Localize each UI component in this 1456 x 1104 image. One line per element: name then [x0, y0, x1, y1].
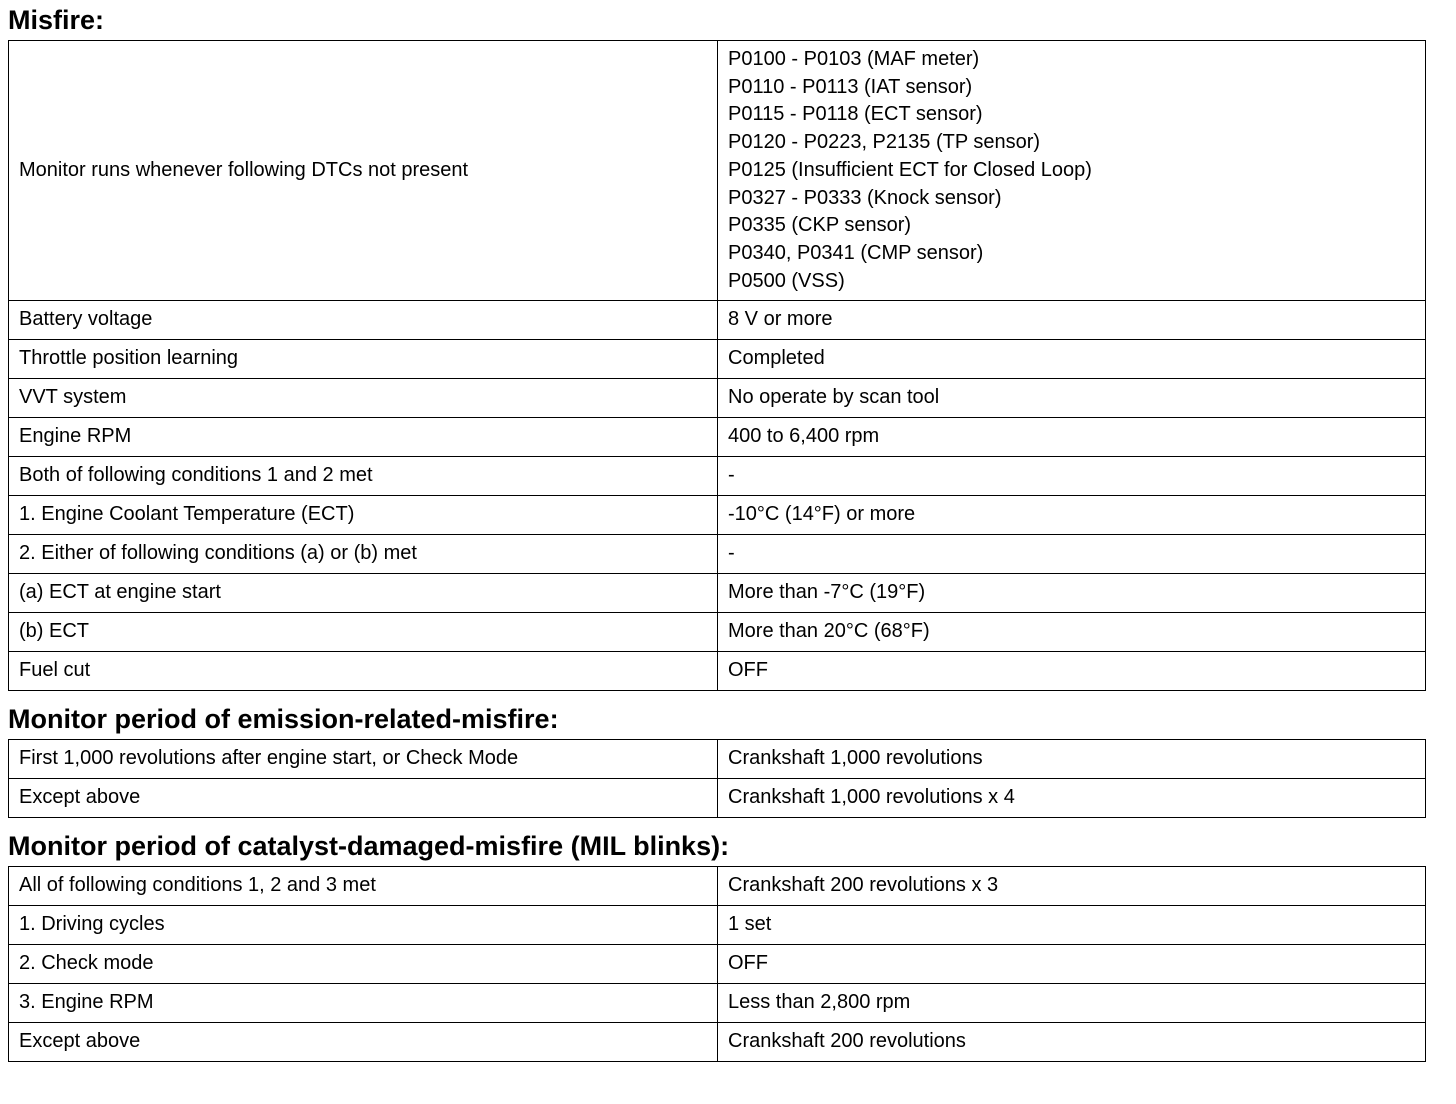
- document-page: [8, 0, 1426, 1062]
- condition-label: (a) ECT at engine start: [9, 574, 718, 613]
- condition-value: Less than 2,800 rpm: [718, 984, 1426, 1023]
- dtc-item: P0327 - P0333 (Knock sensor): [728, 186, 1002, 209]
- table-row: [9, 418, 1426, 457]
- misfire-conditions-table: [8, 40, 1426, 691]
- condition-value: 1 set: [718, 906, 1426, 945]
- condition-value: More than -7°C (19°F): [718, 574, 1426, 613]
- table-row: [9, 984, 1426, 1023]
- dtc-item: P0100 - P0103 (MAF meter): [728, 48, 980, 70]
- condition-value: Crankshaft 200 revolutions: [718, 1023, 1426, 1062]
- table-row: [9, 301, 1426, 340]
- dtc-item: P0110 - P0113 (IAT sensor): [728, 75, 973, 98]
- dtc-item: P0120 - P0223, P2135 (TP sensor): [728, 131, 1041, 154]
- table-row: [9, 535, 1426, 574]
- condition-label: VVT system: [9, 379, 718, 418]
- emission-misfire-table: [8, 739, 1426, 818]
- dtc-item: P0340, P0341 (CMP sensor): [728, 241, 984, 264]
- condition-value: No operate by scan tool: [718, 379, 1426, 418]
- table-row: [9, 457, 1426, 496]
- condition-value: -10°C (14°F) or more: [718, 496, 1426, 535]
- condition-value: -: [718, 535, 1426, 574]
- condition-label: Monitor runs whenever following DTCs not present: [9, 41, 718, 301]
- table-row: [9, 740, 1426, 779]
- table-row: [9, 779, 1426, 818]
- condition-label: Except above: [9, 779, 718, 818]
- table-row: [9, 340, 1426, 379]
- table-row: [9, 41, 1426, 301]
- condition-value: More than 20°C (68°F): [718, 613, 1426, 652]
- condition-label: 3. Engine RPM: [9, 984, 718, 1023]
- condition-label: All of following conditions 1, 2 and 3 met: [9, 867, 718, 906]
- table-row: [9, 496, 1426, 535]
- condition-value: Crankshaft 1,000 revolutions: [718, 740, 1426, 779]
- dtc-item: P0115 - P0118 (ECT sensor): [728, 103, 983, 126]
- condition-label: 1. Driving cycles: [9, 906, 718, 945]
- condition-label: Both of following conditions 1 and 2 met: [9, 457, 718, 496]
- condition-value: Completed: [718, 340, 1426, 379]
- condition-label: Engine RPM: [9, 418, 718, 457]
- condition-value: OFF: [718, 652, 1426, 691]
- table-row: [9, 652, 1426, 691]
- section-title-misfire: Misfire:: [8, 5, 105, 35]
- condition-label: Fuel cut: [9, 652, 718, 691]
- condition-label: 1. Engine Coolant Temperature (ECT): [9, 496, 718, 535]
- condition-value: Crankshaft 1,000 revolutions x 4: [718, 779, 1426, 818]
- dtc-list-cell: [718, 41, 1426, 301]
- catalyst-misfire-table: [8, 866, 1426, 1062]
- table-row: [9, 945, 1426, 984]
- condition-label: (b) ECT: [9, 613, 718, 652]
- table-row: [9, 867, 1426, 906]
- condition-value: 8 V or more: [718, 301, 1426, 340]
- condition-value: Crankshaft 200 revolutions x 3: [718, 867, 1426, 906]
- section-title-emission-misfire: Monitor period of emission-related-misfire:: [8, 704, 559, 735]
- condition-value: OFF: [718, 945, 1426, 984]
- condition-label: First 1,000 revolutions after engine start, or Check Mode: [9, 740, 718, 779]
- condition-label: Except above: [9, 1023, 718, 1062]
- table-row: [9, 574, 1426, 613]
- table-row: [9, 906, 1426, 945]
- dtc-item: P0335 (CKP sensor): [728, 214, 912, 237]
- condition-label: Battery voltage: [9, 301, 718, 340]
- table-row: [9, 613, 1426, 652]
- condition-label: 2. Either of following conditions (a) or (b) met: [9, 535, 718, 574]
- dtc-item: P0125 (Insufficient ECT for Closed Loop): [728, 158, 1092, 181]
- condition-value: -: [718, 457, 1426, 496]
- table-row: [9, 379, 1426, 418]
- condition-label: 2. Check mode: [9, 945, 718, 984]
- dtc-item: P0500 (VSS): [728, 269, 845, 292]
- section-title-catalyst-misfire: Monitor period of catalyst-damaged-misfire (MIL blinks):: [8, 831, 730, 862]
- condition-label: Throttle position learning: [9, 340, 718, 379]
- condition-value: 400 to 6,400 rpm: [718, 418, 1426, 457]
- table-row: [9, 1023, 1426, 1062]
